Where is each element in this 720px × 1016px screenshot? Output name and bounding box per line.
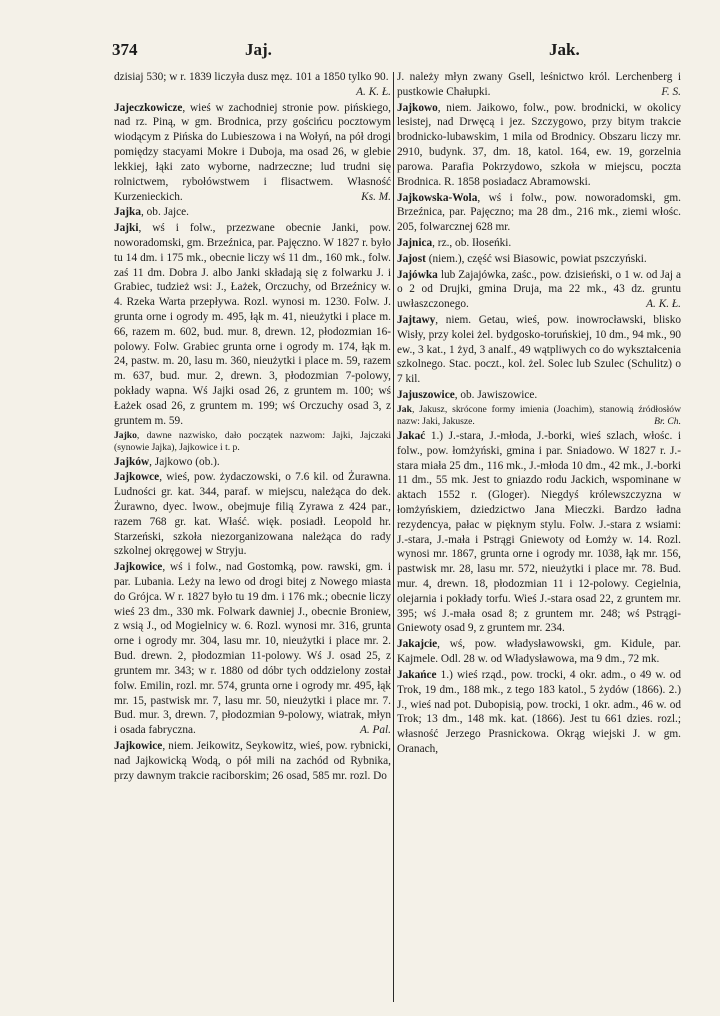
- entry-headword: Jajków: [114, 455, 150, 468]
- dictionary-entry: [114, 560, 391, 738]
- entry-signature: Ks. M.: [361, 190, 391, 203]
- entry-text: , Jajkowo (ob.).: [149, 455, 220, 468]
- entry-headword: Jajki: [114, 222, 139, 235]
- dictionary-entry: [114, 70, 391, 100]
- dictionary-entry: [397, 404, 681, 428]
- left-running-head: Jaj.: [245, 40, 272, 59]
- dictionary-entry: [397, 637, 681, 667]
- dictionary-entry: [397, 101, 681, 190]
- entry-headword: Jak: [397, 403, 412, 415]
- column-divider: [393, 72, 394, 1002]
- entry-headword: Jakajcie: [397, 638, 438, 651]
- entry-headword: Jakać: [397, 429, 426, 442]
- entry-signature: A. Pal.: [359, 724, 391, 737]
- dictionary-entry: [114, 739, 391, 783]
- entry-text: , wś, pow. władysławowski, gm. Kidule, par. Kajmele. Odl. 28 w. od Władysławowa, ma 9 dm., 72 mk.: [397, 638, 681, 666]
- entry-text: J. należy młyn zwany Gsell, leśnictwo król. Lerchenberg i pustkowie Chałupki.: [397, 71, 681, 98]
- entry-text: , wś i folw., pow. noworadomski, gm. Brzeźnica, par. Pajęczno; ma 28 dm., 216 mk., ziemi włośc. 205, folwarcznej 628 mr.: [397, 191, 681, 234]
- dictionary-entry: [397, 313, 681, 387]
- dictionary-entry: [397, 236, 681, 251]
- entry-signature: A. K. Ł.: [646, 298, 681, 311]
- entry-headword: Jajnica: [397, 236, 433, 249]
- dictionary-entry: [397, 429, 681, 636]
- page-number: 374: [112, 40, 138, 59]
- entry-text: , wieś w zachodniej stronie pow. pińskiego, nad rz. Piną, w gm. Brodnica, przy gościńcu pocztowym wiodącym z Pińska do Lubieszowa i na Wołyń, na pół drogi pomiędzy stacyami Mokre i Duboja, ma osad 26, w glebie lekkiej, łąki zato wyborne, nadrzeczne; lud trudni się rolnictwem, rybołówstwem i flisactwem. Własność Kurzenieckich.: [114, 101, 391, 203]
- entry-text: , niem. Jaikowo, folw., pow. brodnicki, w okolicy lesistej, nad Drwęcą i jez. Szczygowo, przy bitym trakcie brodnicko-lubawskim, 1 mila od Brodnicy. Obszaru liczy mr. 2910, budynk. 37, dm. 18, katol. 164, ew. 19, gorzelnia parowa. Parafia Pokrzydowo, szkoła w miejscu, poczta Brodnica. R. 1858 posiadacz Abramowski.: [397, 101, 681, 188]
- entry-text: , dawne nazwisko, dało początek nazwom: Jajki, Jajczaki (synowie Jajka), Jajkowice i t. p.: [114, 429, 391, 453]
- dictionary-entry: [397, 388, 681, 403]
- entry-headword: Jajtawy: [397, 314, 436, 326]
- dictionary-entry: [114, 430, 391, 454]
- entry-headword: Jakańce: [397, 668, 437, 681]
- entry-signature: A. K. Ł.: [356, 85, 391, 98]
- entry-text: 1.) wieś rząd., pow. trocki, 4 okr. adm., o 49 w. od Trok, 19 dm., 188 mk., z tego 183 katol., 5 żydów (1866). 2.) J., wieś nad pot. Dubopisią, pow. trocki, 1 okr. adm., 46 w. od Trok; 13 dm., 148 mk. kat. (1866). Jest tu 661 dzies. rozl.; własność Jerzego Prasnickowa. Okrąg wiejski J. w gm. Oranach,: [397, 668, 681, 755]
- dictionary-entry: [114, 221, 391, 428]
- entry-headword: Jajkowice: [114, 739, 163, 752]
- entry-headword: Jajkowska-Wola: [397, 191, 478, 204]
- dictionary-entry: [114, 455, 391, 470]
- entry-text: , ob. Jawiszowice.: [454, 389, 538, 402]
- right-running-head: Jak.: [549, 40, 580, 59]
- entry-text: , wieś, pow. żydaczowski, o 7.6 kil. od Żurawna. Ludności gr. kat. 344, paraf. w miejscu, należąca do dek. Żurawno, dyec. lwow., obejmuje filią Zyrawa z 424 par., razem 768 gr. kat. Właść. więk. posiadł. Leopold hr. Starzeński, szkoła niezorganizowana należąca do rady szkolnej okręgowej w Stryju.: [114, 471, 391, 558]
- entry-text: 1.) J.-stara, J.-młoda, J.-borki, wieś szlach, włośc. i folw., pow. łomżyński, gmina i par. Sniadowo. W 1827 r. J.-stara miała 25 dm., 116 mk., J.-młoda 10 dm., 42 mk., J.-borki 11 dm., 55 mk. Jest to gniazdo rodu Jackich, wspominane w aktach 1552 r. (Gloger). Niegdyś królewszczyzna w łomżyńskiem, dziedzictwo Jana Mieczki. Bardzo ładna rezydencya, pałac w pięknym stylu. Folw. J.-stara z wsiami: J.-stara, J.-mała i Pstrągi Gniewoty od Łomży w. 14. Rozl. wynosi mr. 1867, grunta orne i ogrody mr. 1038, łąk mr. 156, pastwisk mr. 28, lasu mr. 572, nieużytki i place mr. 78. Bud. mur. 4, drewn. 18, płodozmian 11 i 12-polowy. Cegielnia, olejarnia i pokłady torfu. Wieś J.-stara osad 22, z gruntem mr. 395; wś J.-mała osad 8; z gruntem mr. 248; wś Pstrągi-Gniewoty osad 9, z gruntem mr. 234.: [397, 429, 681, 635]
- dictionary-entry: [114, 101, 391, 205]
- entry-text: , ob. Jajce.: [141, 206, 189, 219]
- left-column: [114, 70, 391, 1005]
- entry-text: , wś i folw., nad Gostomką, pow. rawski, gm. i par. Lubania. Leży na lewo od drogi bitej z Nowego miasta do Grójca. W r. 1827 było tu 19 dm. i 176 mk.; obecnie liczy wieś 23 dm., 330 mk. Folwark dawniej J., obecnie Broniew, z wsią J., od Mogielnicy w. 6. Rozl. wynosi mr. 316, grunta orne i ogrody mr. 304, lasu mr. 10, nieużytki i place mr. 2. Bud. drewn. 2, płodozmian 11-polowy. Wś J. osad 25, z gruntem mr. 343; w r. 1880 od dóbr tych oddzielony został folw. Emilin, rozl. mr. 574, grunta orne i ogrody mr. 495, łąk mr. 15, pastwisk mr. 7, lasu mr. 50, nieużytki i place mr. 7. Bud. mur. 3, drewn. 7, płodozmian 9-polowy, wiatrak, młyn i osada fabryczna.: [114, 561, 391, 737]
- entry-headword: Jajuszowice: [397, 389, 455, 402]
- entry-text: lub Zajajówka, zaśc., pow. dzisieński, o 1 w. od Jaj a o 2 od Drujki, gmina Druja, ma 22 mk., 43 dz. gruntu uwłaszczonego.: [397, 268, 681, 311]
- dictionary-entry: [114, 470, 391, 559]
- entry-headword: Jajeczkowicze: [114, 101, 183, 114]
- entry-headword: Jajówka: [397, 268, 438, 281]
- entry-headword: Jajkowo: [397, 101, 438, 114]
- entry-headword: Jajkowice: [114, 561, 163, 574]
- dictionary-entry: [114, 205, 391, 220]
- dictionary-entry: [397, 668, 681, 757]
- right-column: [397, 70, 681, 1005]
- entry-headword: Jajkowce: [114, 471, 160, 484]
- dictionary-entry: [397, 70, 681, 100]
- dictionary-entry: [397, 191, 681, 235]
- entry-signature: F. S.: [661, 85, 681, 98]
- entry-text: , wś i folw., przezwane obecnie Janki, pow. noworadomski, gm. Brzeźnica, par. Pajęczno. W 1827 r. było tu 14 dm. i 175 mk., obecnie liczy wś 11 dm., 160 mk., folw. zaś 11 dm. Dobra J. albo Janki składają się z folwarku J. i Grabiec, tudzież wsi: J., Łażek, Orczuchy, od Brzeźnicy w. 4. Rzeka Warta przepływa. Rozl. wynosi m. 1230. Folw. J. grunta orne i ogrody m. 495, łąk m. 41, nieużytki i place m. 66, razem m. 602, bud. mur. 8, drewn. 12, płodozmian 16-polowy. Folw. Grabiec grunta orne i ogrody m. 174, łąk m. 24, pastw. m. 20, lasu m. 360, nieużytki i place m. 59, razem m. 637, bud. mur. 2, drewn. 3, płodozmian 7-polowy, pokłady wapna. Wś Jajki osad 26, z gruntem m. 100; wś Łażek osad 26, z gruntem m. 199; wś Orczuchy osad 3, z gruntem m. 59.: [114, 222, 391, 427]
- entry-headword: Jajko: [114, 429, 137, 441]
- page-header: [112, 40, 682, 64]
- entry-headword: Jajost: [397, 252, 426, 265]
- dictionary-entry: [397, 252, 681, 267]
- entry-text: (niem.), część wsi Biasowic, powiat pszczyński.: [425, 252, 647, 265]
- entry-text: , niem. Getau, wieś, pow. inowrocławski, blisko Wisły, przy kolei żel. bydgosko-toruńskiej, 10 dm., 94 mk., 90 ew., 3 kat., 1 żyd, 3 analf., 49 wątpliwych co do wykształcenia szkolnego. Stac. poczt., kol. żel. Solec lub Szulec (Schulitz) o 7 kil.: [397, 314, 681, 386]
- entry-signature: Br. Ch.: [654, 415, 681, 427]
- entry-text: , Jakusz, skrócone formy imienia (Joachim), stanowią źródłosłów nazw: Jaki, Jakusze.: [397, 403, 681, 427]
- entry-text: dzisiaj 530; w r. 1839 liczyła dusz męz. 101 a 1850 tylko 90.: [114, 71, 389, 83]
- entry-headword: Jajka: [114, 206, 141, 219]
- entry-text: , rz., ob. Iłoseńki.: [432, 236, 512, 249]
- dictionary-entry: [397, 268, 681, 312]
- entry-text: , niem. Jeikowitz, Seykowitz, wieś, pow. rybnicki, nad Jajkowicką Wodą, o pół mili na zachód od Rybnika, przy dawnym trakcie raciborskim; 26 osad, 585 mr. rozl. Do: [114, 739, 391, 782]
